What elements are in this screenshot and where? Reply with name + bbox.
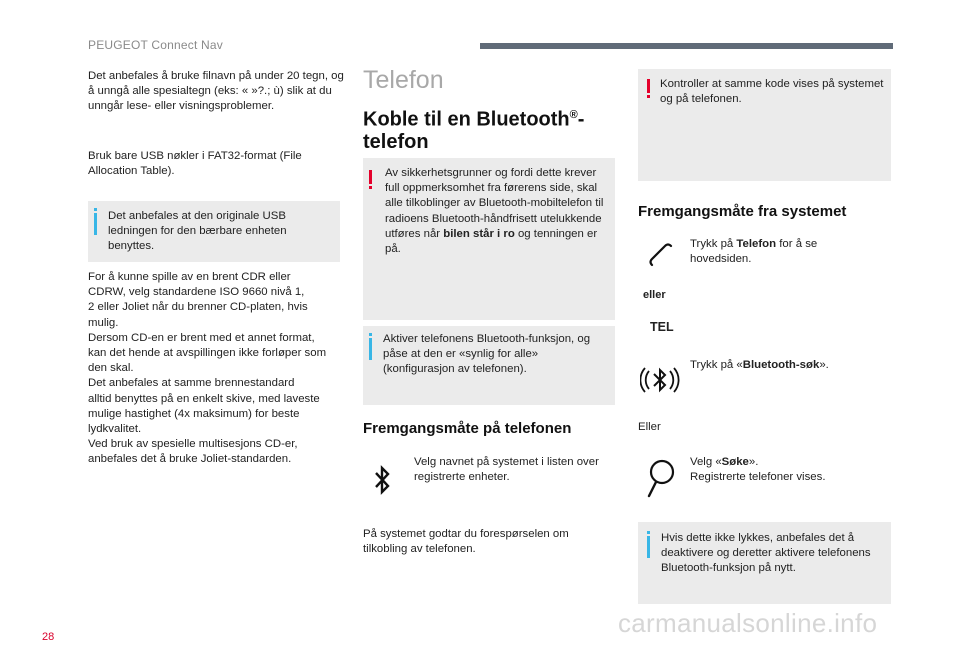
info-box-bluetooth (363, 326, 615, 405)
info-box-retry (638, 522, 891, 604)
text-line: den skal. (88, 362, 134, 375)
warning-box-code (638, 69, 891, 181)
info-box-text: Aktiver telefonens Bluetooth-funksjon, og påse at den er «synlig for alle» (konfigurasjon av telefonen). (383, 333, 591, 376)
page-number: 28 (42, 631, 55, 643)
warning-icon (647, 79, 650, 93)
watermark: carmanualsonline.info (618, 608, 878, 638)
eller-text: Eller (638, 421, 661, 433)
text-line: Ved bruk av spesielle multisesjons CD-er, (88, 438, 298, 451)
text-line: alltid benyttes på en enkelt skive, med laveste (88, 392, 320, 405)
search-icon (644, 458, 676, 505)
subheading-phone-procedure: Fremgangsmåte på telefonen (363, 420, 572, 437)
paragraph-cd-burning (88, 270, 350, 468)
warning-box-safety (363, 158, 615, 320)
registered-mark: ® (569, 109, 578, 121)
info-box-text: Hvis dette ikke lykkes, anbefales det å deaktivere og deretter aktivere telefonens Bluetooth-funksjon på nytt. (661, 532, 871, 575)
step-bluetooth-search: Trykk på «Bluetooth-søk». (690, 359, 829, 371)
text-line: mulig. (88, 316, 119, 329)
warning-box-text: Av sikkerhetsgrunner og fordi dette krever full oppmerksomhet fra førerens side, skal alle tilkoblinger av Bluetooth-mobiltelefon til radioens Bluetooth-håndfrisett utelukkende utføres når bilen står i ro og tenningen er på. (385, 167, 604, 256)
text-line: lydkvalitet. (88, 423, 142, 436)
heading-text: Koble til en Bluetooth (363, 108, 570, 131)
tel-button-label: TEL (650, 320, 674, 334)
step-press-telefon: Trykk på Telefon for å se hovedsiden. (690, 238, 818, 266)
heading-connect-bluetooth (363, 104, 613, 153)
paragraph-filenames: Det anbefales å bruke filnavn på under 20 tegn, og å unngå alle spesialtegn (eks: « »?.; ù) slik at du unngår lese- eller visningsproblemer. (88, 70, 344, 113)
section-title: Telefon (363, 66, 444, 94)
warning-icon (369, 170, 372, 184)
text-line: anbefales det å bruke Joliet-standarden. (88, 453, 292, 466)
info-icon (647, 536, 650, 558)
text-line: kan det hende at avspillingen ikke forløper som (88, 347, 327, 360)
heading-hyphen: - (577, 108, 585, 131)
paragraph-usb-format: Bruk bare USB nøkler i FAT32-format (File Allocation Table). (88, 150, 302, 178)
step-select-system: Velg navnet på systemet i listen over registrerte enheter. (414, 456, 599, 484)
info-box-usb-cable (88, 201, 340, 262)
text-line: CDRW, velg standardene ISO 9660 nivå 1, (88, 286, 305, 299)
step-search: Velg «Søke». Registrerte telefoner vises. (690, 456, 826, 484)
info-box-text: Det anbefales at den originale USB ledningen for den bærbare enheten benyttes. (108, 210, 287, 253)
text-line: Det anbefales at samme brennestandard (88, 377, 295, 390)
bluetooth-icon (372, 464, 394, 501)
warning-box-text: Kontroller at samme kode vises på systemet og på telefonen. (660, 78, 884, 106)
text-line: For å kunne spille av en brent CDR eller (88, 271, 291, 283)
phone-handset-icon (647, 241, 675, 274)
eller-label: eller (643, 289, 666, 301)
running-header: PEUGEOT Connect Nav (88, 38, 223, 52)
paragraph-accept-request: På systemet godtar du forespørselen om tilkobling av telefonen. (363, 528, 569, 556)
subheading-system-procedure: Fremgangsmåte fra systemet (638, 203, 847, 220)
text-line: mulige hastighet (4x maksimum) for beste (88, 407, 300, 420)
info-icon (94, 213, 97, 235)
bluetooth-search-icon (640, 360, 680, 405)
text-line: Dersom CD-en er brent med et annet format, (88, 331, 315, 344)
text-line: 2 eller Joliet når du brenner CD-platen, hvis (88, 301, 308, 314)
header-bar (480, 43, 893, 49)
heading-text-line2: telefon (363, 130, 429, 153)
info-icon (369, 338, 372, 360)
